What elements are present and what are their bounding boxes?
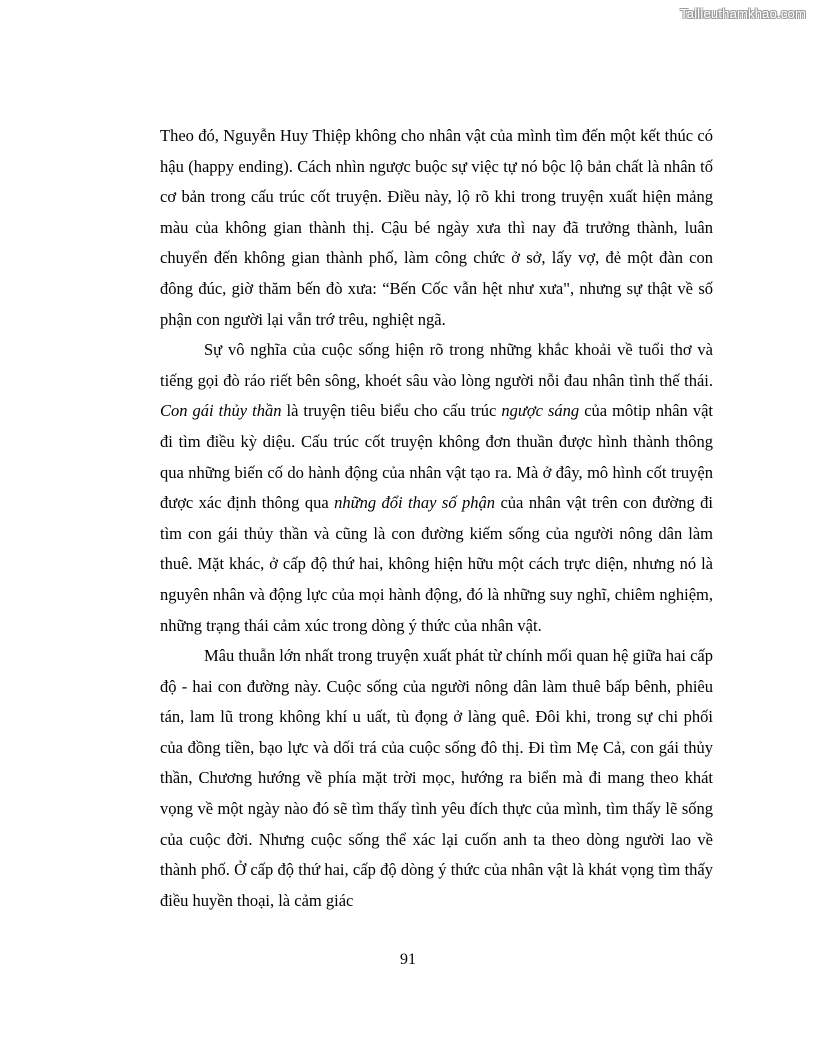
text-run: Sự vô nghĩa của cuộc sống hiện rõ trong những khắc khoải về tuổi thơ và tiếng gọi đò ráo riết bên sông, khoét sâu vào lòng người nỗi đau nhân tình thế thái. xyxy=(160,340,713,390)
text-run: Theo đó, Nguyễn Huy Thiệp không cho nhân vật của mình tìm đến một kết thúc có hậu (happy ending). Cách nhìn ngược buộc sự việc tự nó bộc lộ bản chất là nhân tố cơ bản trong cấu trúc cốt truyện. Điều này, lộ rõ khi trong truyện xuất hiện mảng màu của không gian thành thị. Cậu bé ngày xưa thì nay đã trưởng thành, luân chuyển đến không gian thành phố, làm công chức ở sở, lấy vợ, đẻ một đàn con đông đúc, giờ thăm bến đò xưa: “Bến Cốc vẫn hệt như xưa", nhưng sự thật về số phận con người lại vẫn trớ trêu, nghiệt ngã. xyxy=(160,126,713,329)
text-run: Mâu thuẫn lớn nhất trong truyện xuất phát từ chính mối quan hệ giữa hai cấp độ - hai con đường này. Cuộc sống của người nông dân làm thuê bấp bênh, phiêu tán, lam lũ trong không khí u uất, tù đọng ở làng quê. Đôi khi, trong sự chi phối của đồng tiền, bạo lực và dối trá của cuộc sống đô thị. Đi tìm Mẹ Cả, con gái thủy thần, Chương hướng về phía mặt trời mọc, hướng ra biển mà đi mang theo khát vọng về một ngày nào đó sẽ tìm thấy tình yêu đích thực của mình, tìm thấy lẽ sống của cuộc đời. Nhưng cuộc sống thể xác lại cuốn anh ta theo dòng người lao về thành phố. Ở cấp độ thứ hai, cấp độ dòng ý thức của nhân vật là khát vọng tìm thấy điều huyền thoại, là cảm giác xyxy=(160,646,713,910)
paragraph-3 xyxy=(160,641,713,916)
text-run: là truyện tiêu biểu cho cấu trúc xyxy=(281,401,502,421)
italic-term: những đổi thay số phận xyxy=(334,493,496,513)
italic-term: ngược sáng xyxy=(501,401,580,421)
italic-title: Con gái thủy thần xyxy=(160,401,282,421)
paragraph-1 xyxy=(160,121,713,335)
page-number: 91 xyxy=(400,951,416,968)
text-run: của môtip nhân vật đi tìm điều kỳ diệu. Cấu trúc cốt truyện không đơn thuần được hình thành thông qua những biến cố do hành động của nhân vật tạo ra. Mà ở đây, mô hình cốt truyện được xác định thông qua xyxy=(160,401,713,513)
text-run: của nhân vật trên con đường đi tìm con gái thủy thần và cũng là con đường kiếm sống của người nông dân làm thuê. Mặt khác, ở cấp độ thứ hai, không hiện hữu một cách trực diện, nhưng nó là nguyên nhân và động lực của mọi hành động, đó là những suy nghĩ, chiêm nghiệm, những trạng thái cảm xúc trong dòng ý thức của nhân vật. xyxy=(160,493,713,635)
watermark-text: Tailieuthamkhao.com xyxy=(680,6,806,21)
body-text xyxy=(160,121,713,916)
paragraph-2 xyxy=(160,335,713,641)
